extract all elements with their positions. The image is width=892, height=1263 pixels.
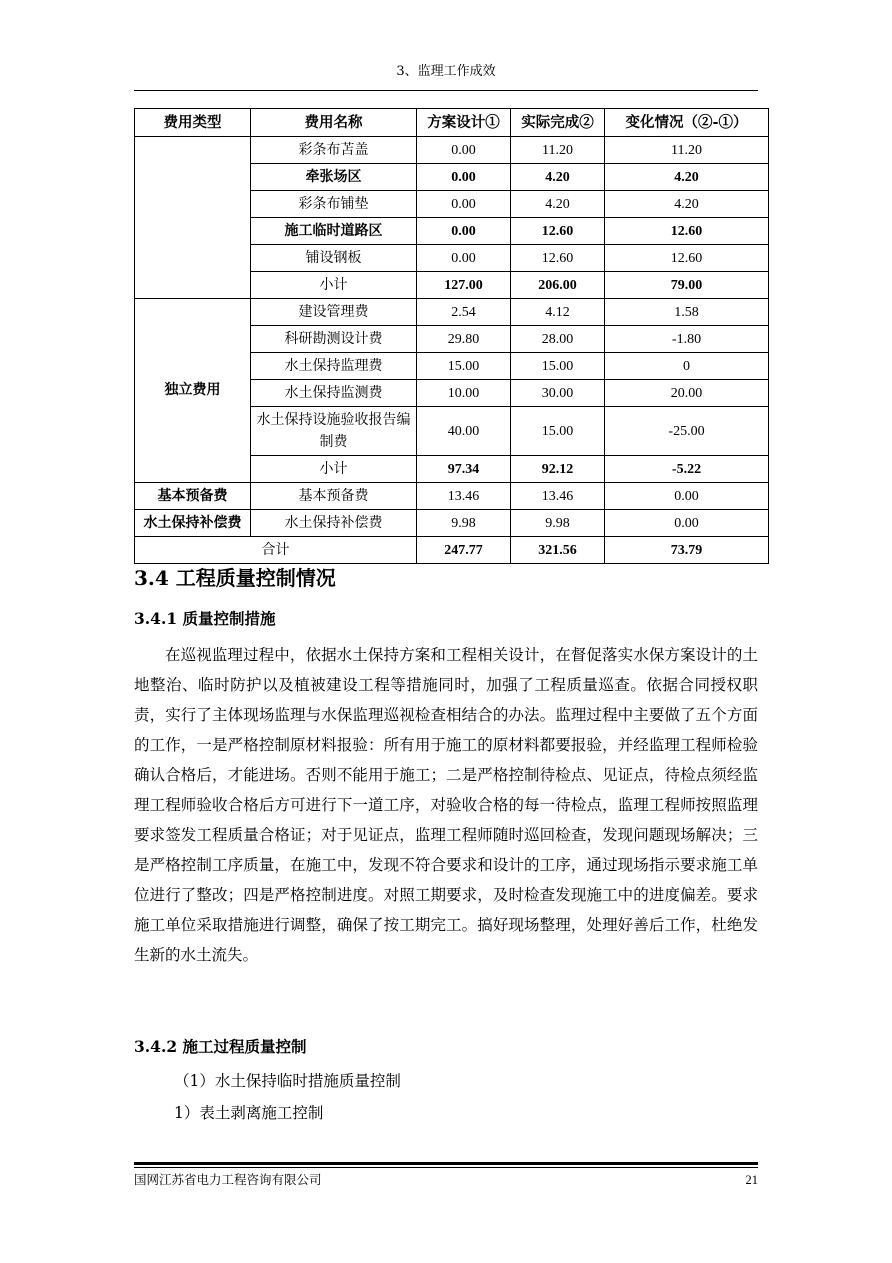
plan-cell: 29.80 xyxy=(417,326,511,353)
change-cell: 11.20 xyxy=(605,137,769,164)
plan-cell: 2.54 xyxy=(417,299,511,326)
change-cell: 4.20 xyxy=(605,191,769,218)
plan-cell: 0.00 xyxy=(417,218,511,245)
list-item: 1）表土剥离施工控制 xyxy=(174,1104,324,1122)
change-cell: 12.60 xyxy=(605,218,769,245)
footer-rule-thick xyxy=(134,1162,758,1165)
footer-rule-thin xyxy=(134,1167,758,1168)
section-heading: 3.4 工程质量控制情况 xyxy=(134,566,336,590)
col-header-plan: 方案设计① xyxy=(417,109,511,137)
name-cell: 小计 xyxy=(251,456,417,483)
change-cell: 79.00 xyxy=(605,272,769,299)
actual-cell: 4.12 xyxy=(511,299,605,326)
col-header-name: 费用名称 xyxy=(251,109,417,137)
type-cell: 独立费用 xyxy=(135,299,251,483)
change-cell: 0.00 xyxy=(605,510,769,537)
name-cell: 基本预备费 xyxy=(251,483,417,510)
change-cell: 0.00 xyxy=(605,483,769,510)
fee-table xyxy=(134,108,769,564)
col-header-actual: 实际完成② xyxy=(511,109,605,137)
actual-cell: 15.00 xyxy=(511,407,605,456)
col-header-type: 费用类型 xyxy=(135,109,251,137)
subsection-heading-process-control: 3.4.2 施工过程质量控制 xyxy=(134,1037,307,1056)
plan-cell: 0.00 xyxy=(417,245,511,272)
name-cell: 水土保持设施验收报告编制费 xyxy=(251,407,417,456)
page-number: 21 xyxy=(745,1173,758,1187)
subsection-heading-quality-measures: 3.4.1 质量控制措施 xyxy=(134,609,276,628)
plan-cell: 40.00 xyxy=(417,407,511,456)
name-cell: 建设管理费 xyxy=(251,299,417,326)
actual-cell: 206.00 xyxy=(511,272,605,299)
type-cell: 基本预备费 xyxy=(135,483,251,510)
name-cell: 牵张场区 xyxy=(251,164,417,191)
actual-cell: 92.12 xyxy=(511,456,605,483)
actual-cell: 28.00 xyxy=(511,326,605,353)
plan-cell: 15.00 xyxy=(417,353,511,380)
actual-cell: 12.60 xyxy=(511,245,605,272)
change-cell: 0 xyxy=(605,353,769,380)
actual-cell: 13.46 xyxy=(511,483,605,510)
name-cell: 科研勘测设计费 xyxy=(251,326,417,353)
col-header-change: 变化情况（②-①） xyxy=(605,109,769,137)
table-header-row xyxy=(135,109,769,137)
actual-cell: 11.20 xyxy=(511,137,605,164)
change-cell: -25.00 xyxy=(605,407,769,456)
plan-cell: 13.46 xyxy=(417,483,511,510)
plan-cell: 247.77 xyxy=(417,537,511,564)
change-cell: -5.22 xyxy=(605,456,769,483)
plan-cell: 0.00 xyxy=(417,164,511,191)
name-cell: 彩条布铺垫 xyxy=(251,191,417,218)
change-cell: 20.00 xyxy=(605,380,769,407)
name-cell: 水土保持监测费 xyxy=(251,380,417,407)
change-cell: 12.60 xyxy=(605,245,769,272)
change-cell: 4.20 xyxy=(605,164,769,191)
plan-cell: 9.98 xyxy=(417,510,511,537)
actual-cell: 15.00 xyxy=(511,353,605,380)
table-row xyxy=(135,510,769,537)
actual-cell: 321.56 xyxy=(511,537,605,564)
change-cell: 1.58 xyxy=(605,299,769,326)
plan-cell: 0.00 xyxy=(417,137,511,164)
name-cell: 铺设钢板 xyxy=(251,245,417,272)
type-cell-blank xyxy=(135,137,251,299)
list-item: （1）水土保持临时措施质量控制 xyxy=(174,1072,401,1090)
running-header: 3、监理工作成效 xyxy=(396,64,496,79)
plan-cell: 97.34 xyxy=(417,456,511,483)
plan-cell: 127.00 xyxy=(417,272,511,299)
header-rule xyxy=(134,90,758,91)
change-cell: 73.79 xyxy=(605,537,769,564)
table-row xyxy=(135,137,769,164)
actual-cell: 4.20 xyxy=(511,191,605,218)
name-cell: 水土保持监理费 xyxy=(251,353,417,380)
name-cell: 彩条布苫盖 xyxy=(251,137,417,164)
table-row xyxy=(135,299,769,326)
body-paragraph: 在巡视监理过程中，依据水土保持方案和工程相关设计，在督促落实水保方案设计的土地整治、临时防护以及植被建设工程等措施同时，加强了工程质量巡查。依据合同授权职责，实行了主体现场监理与水保监理巡视检查相结合的办法。监理过程中主要做了五个方面的工作，一是严格控制原材料报验：所有用于施工的原材料都要报验，并经监理工程师检验确认合格后，才能进场。否则不能用于施工；二是严格控制待检点、见证点，待检点须经监理工程师验收合格后方可进行下一道工序，对验收合格的每一待检点，监理工程师按照监理要求签发工程质量合格证；对于见证点，监理工程师随时巡回检查，发现问题现场解决；三是严格控制工序质量，在施工中，发现不符合要求和设计的工序，通过现场指示要求施工单位进行了整改；四是严格控制进度。对照工期要求，及时检查发现施工中的进度偏差。要求施工单位采取措施进行调整，确保了按工期完工。搞好现场整理，处理好善后工作，杜绝发生新的水土流失。 xyxy=(134,646,758,964)
plan-cell: 10.00 xyxy=(417,380,511,407)
total-row xyxy=(135,537,769,564)
actual-cell: 12.60 xyxy=(511,218,605,245)
name-cell: 施工临时道路区 xyxy=(251,218,417,245)
actual-cell: 30.00 xyxy=(511,380,605,407)
total-label-cell: 合计 xyxy=(135,537,417,564)
plan-cell: 0.00 xyxy=(417,191,511,218)
name-cell: 水土保持补偿费 xyxy=(251,510,417,537)
actual-cell: 4.20 xyxy=(511,164,605,191)
footer-company: 国网江苏省电力工程咨询有限公司 xyxy=(134,1172,322,1187)
change-cell: -1.80 xyxy=(605,326,769,353)
type-cell: 水土保持补偿费 xyxy=(135,510,251,537)
table-row xyxy=(135,483,769,510)
name-cell: 小计 xyxy=(251,272,417,299)
actual-cell: 9.98 xyxy=(511,510,605,537)
